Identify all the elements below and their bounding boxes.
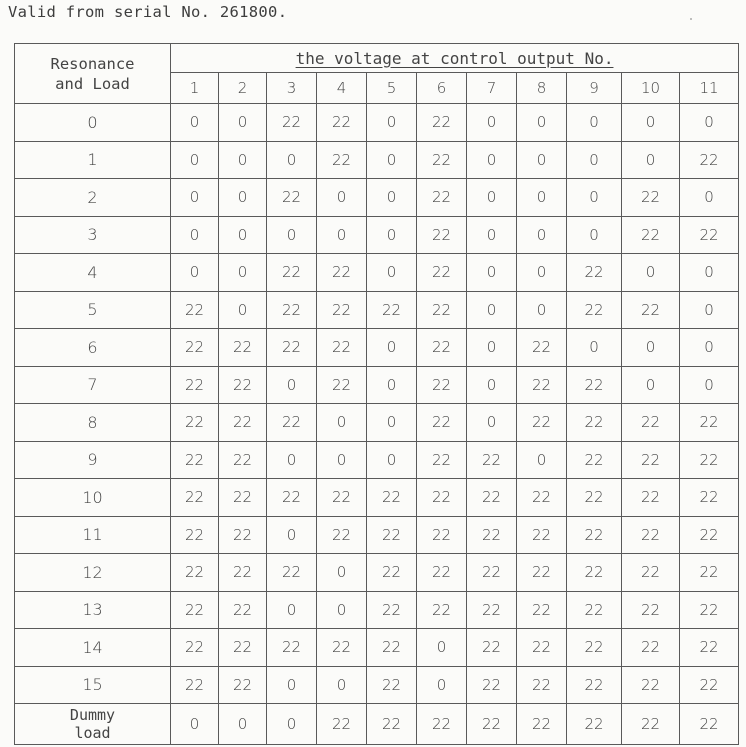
voltage-cell: 22 <box>171 404 219 442</box>
voltage-cell: 22 <box>417 591 467 629</box>
voltage-cell: 0 <box>517 179 567 217</box>
voltage-cell: 22 <box>622 404 680 442</box>
voltage-cell: 22 <box>467 479 517 517</box>
group-header: the voltage at control output No. <box>171 44 739 73</box>
voltage-cell: 22 <box>219 629 267 667</box>
voltage-cell: 0 <box>517 141 567 179</box>
voltage-cell: 22 <box>567 404 622 442</box>
voltage-cell: 22 <box>171 366 219 404</box>
dummy-load-label-line-1: Dummy <box>69 706 116 724</box>
voltage-cell: 22 <box>467 704 517 745</box>
row-label: 7 <box>15 366 171 404</box>
voltage-cell: 0 <box>317 666 367 704</box>
voltage-cell: 0 <box>219 291 267 329</box>
voltage-cell: 22 <box>417 479 467 517</box>
voltage-cell: 0 <box>567 104 622 142</box>
voltage-cell: 0 <box>219 179 267 217</box>
voltage-cell: 22 <box>171 479 219 517</box>
voltage-cell: 22 <box>517 516 567 554</box>
voltage-cell: 0 <box>467 291 517 329</box>
voltage-cell: 0 <box>367 141 417 179</box>
header-row-group <box>15 44 739 73</box>
voltage-cell: 0 <box>171 254 219 292</box>
voltage-cell: 22 <box>680 666 739 704</box>
voltage-cell: 22 <box>267 329 317 367</box>
voltage-cell: 22 <box>367 554 417 592</box>
voltage-cell: 22 <box>417 254 467 292</box>
voltage-cell: 22 <box>567 704 622 745</box>
voltage-cell: 0 <box>467 216 517 254</box>
voltage-cell: 22 <box>267 629 317 667</box>
voltage-cell: 22 <box>517 666 567 704</box>
row-label: 5 <box>15 291 171 329</box>
voltage-cell: 22 <box>517 329 567 367</box>
voltage-cell: 22 <box>367 591 417 629</box>
row-label: 15 <box>15 666 171 704</box>
voltage-cell: 22 <box>417 441 467 479</box>
row-label: 13 <box>15 591 171 629</box>
voltage-cell: 22 <box>317 329 367 367</box>
voltage-cell: 22 <box>171 666 219 704</box>
voltage-cell: 22 <box>267 104 317 142</box>
voltage-cell: 22 <box>219 366 267 404</box>
voltage-cell: 0 <box>467 366 517 404</box>
column-header-9: 9 <box>567 73 622 104</box>
voltage-cell: 0 <box>219 254 267 292</box>
voltage-cell: 0 <box>680 254 739 292</box>
row-label: 4 <box>15 254 171 292</box>
voltage-cell: 22 <box>219 329 267 367</box>
voltage-cell: 0 <box>417 666 467 704</box>
voltage-cell: 22 <box>567 441 622 479</box>
voltage-cell: 22 <box>317 291 367 329</box>
voltage-cell: 0 <box>567 216 622 254</box>
voltage-cell: 22 <box>517 704 567 745</box>
voltage-cell: 0 <box>367 441 417 479</box>
voltage-cell: 0 <box>367 179 417 217</box>
voltage-cell: 22 <box>467 629 517 667</box>
voltage-cell: 22 <box>171 291 219 329</box>
voltage-cell: 22 <box>517 479 567 517</box>
voltage-cell: 0 <box>219 104 267 142</box>
column-header-5: 5 <box>367 73 417 104</box>
table-row <box>15 329 739 367</box>
voltage-cell: 22 <box>680 629 739 667</box>
table-row <box>15 179 739 217</box>
voltage-cell: 0 <box>467 141 517 179</box>
table-row <box>15 291 739 329</box>
voltage-cell: 22 <box>567 366 622 404</box>
voltage-cell: 22 <box>517 554 567 592</box>
corner-header <box>15 44 171 104</box>
row-label: 9 <box>15 441 171 479</box>
table-row <box>15 666 739 704</box>
voltage-cell: 22 <box>467 554 517 592</box>
voltage-cell: 22 <box>317 141 367 179</box>
voltage-cell: 0 <box>680 329 739 367</box>
voltage-cell: 22 <box>567 629 622 667</box>
voltage-cell: 0 <box>367 404 417 442</box>
voltage-cell: 0 <box>317 216 367 254</box>
voltage-cell: 22 <box>517 404 567 442</box>
voltage-cell: 22 <box>417 704 467 745</box>
voltage-cell: 0 <box>567 329 622 367</box>
column-header-7: 7 <box>467 73 517 104</box>
column-header-2: 2 <box>219 73 267 104</box>
voltage-cell: 0 <box>317 554 367 592</box>
voltage-cell: 0 <box>467 104 517 142</box>
voltage-cell: 22 <box>622 216 680 254</box>
voltage-cell: 0 <box>567 179 622 217</box>
voltage-cell: 0 <box>317 179 367 217</box>
voltage-cell: 22 <box>267 179 317 217</box>
voltage-cell: 22 <box>680 216 739 254</box>
table-row <box>15 516 739 554</box>
voltage-cell: 22 <box>171 629 219 667</box>
voltage-cell: 22 <box>622 591 680 629</box>
voltage-cell: 0 <box>367 216 417 254</box>
voltage-cell: 22 <box>417 216 467 254</box>
voltage-cell: 0 <box>417 629 467 667</box>
voltage-cell: 22 <box>622 291 680 329</box>
voltage-cell: 22 <box>567 666 622 704</box>
voltage-cell: 22 <box>622 704 680 745</box>
voltage-cell: 0 <box>219 141 267 179</box>
table-row <box>15 479 739 517</box>
row-label: 12 <box>15 554 171 592</box>
voltage-cell: 22 <box>567 591 622 629</box>
voltage-cell: 22 <box>317 254 367 292</box>
voltage-cell: 22 <box>467 666 517 704</box>
voltage-cell: 0 <box>680 179 739 217</box>
voltage-cell: 22 <box>622 554 680 592</box>
dummy-load-label-line-2: load <box>74 724 111 742</box>
voltage-cell: 0 <box>171 179 219 217</box>
voltage-cell: 0 <box>171 216 219 254</box>
corner-header-line-1: Resonance <box>50 54 135 73</box>
column-header-4: 4 <box>317 73 367 104</box>
row-label: 2 <box>15 179 171 217</box>
voltage-cell: 22 <box>680 404 739 442</box>
voltage-cell: 22 <box>622 516 680 554</box>
voltage-cell: 22 <box>622 479 680 517</box>
voltage-cell: 22 <box>517 366 567 404</box>
voltage-cell: 0 <box>680 366 739 404</box>
voltage-cell: 0 <box>267 516 317 554</box>
voltage-cell: 0 <box>267 591 317 629</box>
voltage-cell: 22 <box>680 441 739 479</box>
voltage-cell: 22 <box>367 666 417 704</box>
voltage-cell: 22 <box>680 141 739 179</box>
voltage-cell: 0 <box>367 329 417 367</box>
voltage-cell: 22 <box>680 704 739 745</box>
voltage-cell: 22 <box>219 554 267 592</box>
voltage-cell: 22 <box>219 404 267 442</box>
column-header-10: 10 <box>622 73 680 104</box>
row-label: 8 <box>15 404 171 442</box>
row-label: 11 <box>15 516 171 554</box>
voltage-cell: 22 <box>567 254 622 292</box>
column-header-11: 11 <box>680 73 739 104</box>
voltage-cell: 22 <box>267 404 317 442</box>
voltage-cell: 0 <box>517 441 567 479</box>
voltage-cell: 22 <box>219 441 267 479</box>
voltage-cell: 0 <box>622 329 680 367</box>
voltage-cell: 22 <box>367 479 417 517</box>
voltage-cell: 22 <box>417 329 467 367</box>
voltage-cell: 22 <box>267 479 317 517</box>
voltage-cell: 22 <box>417 291 467 329</box>
table-row <box>15 629 739 667</box>
voltage-cell: 22 <box>317 479 367 517</box>
voltage-cell: 22 <box>171 554 219 592</box>
column-header-1: 1 <box>171 73 219 104</box>
voltage-cell: 0 <box>517 254 567 292</box>
voltage-cell: 22 <box>171 591 219 629</box>
voltage-cell: 0 <box>317 404 367 442</box>
table-row <box>15 591 739 629</box>
voltage-cell: 0 <box>622 141 680 179</box>
column-header-3: 3 <box>267 73 317 104</box>
voltage-cell: 22 <box>219 516 267 554</box>
voltage-cell: 0 <box>267 441 317 479</box>
voltage-cell: 22 <box>417 104 467 142</box>
voltage-cell: 22 <box>317 366 367 404</box>
voltage-cell: 22 <box>680 591 739 629</box>
table-row <box>15 254 739 292</box>
voltage-cell: 0 <box>517 104 567 142</box>
voltage-cell: 22 <box>567 479 622 517</box>
row-label: 10 <box>15 479 171 517</box>
voltage-cell: 0 <box>622 104 680 142</box>
voltage-cell: 22 <box>622 666 680 704</box>
voltage-cell: 0 <box>267 216 317 254</box>
voltage-cell: 22 <box>417 179 467 217</box>
voltage-cell: 22 <box>267 254 317 292</box>
voltage-cell: 0 <box>267 366 317 404</box>
voltage-cell: 22 <box>680 554 739 592</box>
column-header-8: 8 <box>517 73 567 104</box>
row-label: 3 <box>15 216 171 254</box>
voltage-cell: 22 <box>517 591 567 629</box>
voltage-cell: 0 <box>680 291 739 329</box>
voltage-cell: 22 <box>171 516 219 554</box>
row-label: 1 <box>15 141 171 179</box>
table-row <box>15 404 739 442</box>
voltage-cell: 22 <box>267 554 317 592</box>
voltage-cell: 22 <box>467 516 517 554</box>
voltage-cell: 22 <box>219 479 267 517</box>
voltage-cell: 0 <box>317 591 367 629</box>
voltage-cell: 0 <box>267 141 317 179</box>
voltage-cell: 0 <box>567 141 622 179</box>
table-row <box>15 104 739 142</box>
row-label: 14 <box>15 629 171 667</box>
voltage-cell: 22 <box>680 479 739 517</box>
row-label: 6 <box>15 329 171 367</box>
voltage-cell: 0 <box>171 704 219 745</box>
voltage-cell: 0 <box>171 141 219 179</box>
voltage-cell: 0 <box>622 366 680 404</box>
voltage-cell: 22 <box>317 104 367 142</box>
voltage-cell: 22 <box>467 441 517 479</box>
voltage-cell: 22 <box>367 629 417 667</box>
table-row <box>15 554 739 592</box>
voltage-cell: 22 <box>517 629 567 667</box>
voltage-cell: 0 <box>219 216 267 254</box>
validity-note: Valid from serial No. 261800. <box>8 3 288 21</box>
column-header-6: 6 <box>417 73 467 104</box>
voltage-cell: 22 <box>622 179 680 217</box>
voltage-cell: 0 <box>367 104 417 142</box>
corner-header-line-2: and Load <box>55 74 130 93</box>
voltage-cell: 0 <box>680 104 739 142</box>
voltage-cell: 22 <box>417 516 467 554</box>
voltage-cell: 0 <box>467 254 517 292</box>
voltage-cell: 0 <box>267 704 317 745</box>
voltage-cell: 22 <box>171 441 219 479</box>
voltage-cell: 0 <box>622 254 680 292</box>
table-row <box>15 366 739 404</box>
row-label-dummy-load <box>15 704 171 745</box>
voltage-cell: 22 <box>317 629 367 667</box>
voltage-cell: 0 <box>467 404 517 442</box>
voltage-cell: 22 <box>417 554 467 592</box>
voltage-cell: 0 <box>517 216 567 254</box>
voltage-cell: 0 <box>467 179 517 217</box>
voltage-cell: 0 <box>219 704 267 745</box>
table-row <box>15 441 739 479</box>
voltage-cell: 22 <box>622 441 680 479</box>
voltage-cell: 0 <box>171 104 219 142</box>
voltage-cell: 22 <box>367 291 417 329</box>
row-label: 0 <box>15 104 171 142</box>
voltage-cell: 22 <box>417 404 467 442</box>
voltage-cell: 22 <box>317 704 367 745</box>
voltage-cell: 22 <box>417 141 467 179</box>
voltage-table <box>14 43 739 745</box>
voltage-cell: 22 <box>317 516 367 554</box>
voltage-cell: 22 <box>171 329 219 367</box>
voltage-cell: 22 <box>567 291 622 329</box>
table-row <box>15 141 739 179</box>
voltage-cell: 22 <box>680 516 739 554</box>
voltage-cell: 22 <box>467 591 517 629</box>
voltage-cell: 22 <box>567 516 622 554</box>
voltage-cell: 0 <box>367 254 417 292</box>
paper-speck <box>690 18 692 20</box>
voltage-cell: 22 <box>367 704 417 745</box>
table-row <box>15 216 739 254</box>
voltage-cell: 22 <box>367 516 417 554</box>
voltage-cell: 22 <box>267 291 317 329</box>
voltage-cell: 22 <box>622 629 680 667</box>
table-row-dummy-load <box>15 704 739 745</box>
voltage-cell: 22 <box>567 554 622 592</box>
voltage-cell: 0 <box>267 666 317 704</box>
voltage-cell: 22 <box>417 366 467 404</box>
voltage-cell: 0 <box>517 291 567 329</box>
voltage-cell: 0 <box>367 366 417 404</box>
voltage-cell: 22 <box>219 591 267 629</box>
voltage-cell: 0 <box>317 441 367 479</box>
voltage-cell: 0 <box>467 329 517 367</box>
voltage-cell: 22 <box>219 666 267 704</box>
